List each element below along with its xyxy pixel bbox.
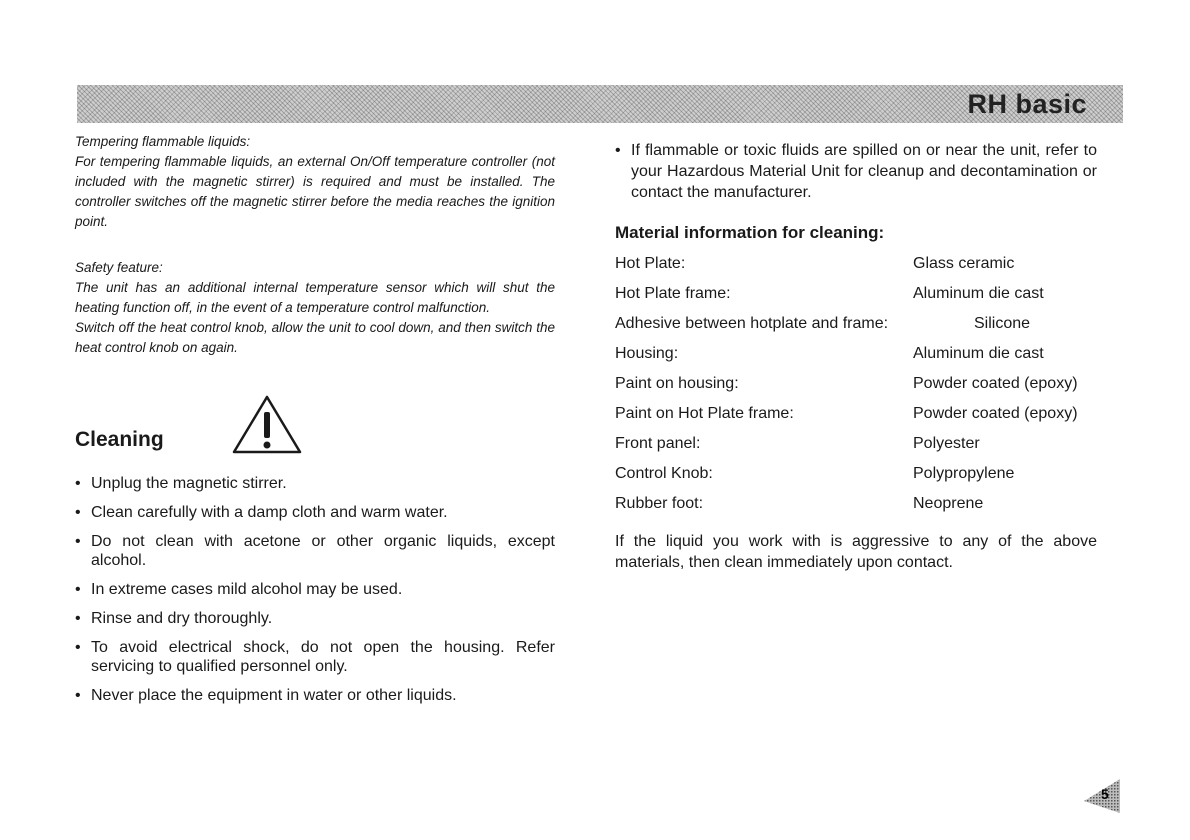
material-value: Silicone xyxy=(974,315,1031,332)
material-value: Aluminum die cast xyxy=(913,345,1044,362)
safety-heading: Safety feature: xyxy=(75,260,163,275)
material-label: Control Knob: xyxy=(615,465,713,482)
cleaning-title: Cleaning xyxy=(75,428,164,451)
materials-table xyxy=(615,249,1097,519)
material-value: Powder coated (epoxy) xyxy=(913,405,1078,422)
tempering-heading: Tempering flammable liquids: xyxy=(75,134,251,149)
materials-heading: Material information for cleaning: xyxy=(615,223,885,242)
right-column xyxy=(615,140,1097,573)
material-label: Rubber foot: xyxy=(615,495,704,512)
warning-triangle-icon xyxy=(231,394,303,456)
safety-body-2: Switch off the heat control knob, allow the unit to cool down, and then switch the heat control knob on again. xyxy=(75,320,555,355)
tempering-body: For tempering flammable liquids, an external On/Off temperature controller (not included with the magnetic stirrer) is required and must be installed. The controller switches off the magnetic stirrer before the media reaches the ignition point. xyxy=(75,154,555,229)
material-label: Hot Plate frame: xyxy=(615,285,731,302)
spill-note-list xyxy=(615,140,1097,203)
material-label: Housing: xyxy=(615,345,679,362)
table-row xyxy=(615,459,1097,489)
table-row xyxy=(615,249,1097,279)
list-item: • Never place the equipment in water or other liquids. xyxy=(75,686,555,705)
table-row xyxy=(615,339,1097,369)
material-label: Hot Plate: xyxy=(615,255,686,272)
list-item: • Clean carefully with a damp cloth and warm water. xyxy=(75,503,555,522)
table-row xyxy=(615,489,1097,519)
header-bar xyxy=(77,85,1123,123)
list-item: • Do not clean with acetone or other organic liquids, except alcohol. xyxy=(75,532,555,570)
table-row xyxy=(615,369,1097,399)
table-row xyxy=(615,309,1097,339)
list-item: • To avoid electrical shock, do not open the housing. Refer servicing to qualified personnel only. xyxy=(75,638,555,676)
table-row xyxy=(615,399,1097,429)
left-column xyxy=(75,132,555,704)
material-value: Polyester xyxy=(913,435,980,452)
list-item: • Rinse and dry thoroughly. xyxy=(75,609,555,628)
safety-body: The unit has an additional internal temperature sensor which will shut the heating function off, in the event of a temperature control malfunction. xyxy=(75,280,555,315)
material-label: Paint on housing: xyxy=(615,375,739,392)
list-item: • Unplug the magnetic stirrer. xyxy=(75,474,555,493)
material-value: Neoprene xyxy=(913,495,984,512)
material-value: Powder coated (epoxy) xyxy=(913,375,1078,392)
closing-note: If the liquid you work with is aggressive to any of the above materials, then clean immediately upon contact. xyxy=(615,533,1097,571)
spill-note: • If flammable or toxic fluids are spilled on or near the unit, refer to your Hazardous Material Unit for cleanup and decontamination or contact the manufacturer. xyxy=(615,140,1097,203)
cleaning-header xyxy=(75,394,555,454)
tempering-section xyxy=(75,132,555,232)
list-item: • In extreme cases mild alcohol may be used. xyxy=(75,580,555,599)
table-row xyxy=(615,429,1097,459)
material-label: Paint on Hot Plate frame: xyxy=(615,405,794,422)
page-number: 5 xyxy=(1101,786,1109,802)
material-label: Front panel: xyxy=(615,435,701,452)
material-value: Polypropylene xyxy=(913,465,1015,482)
material-label: Adhesive between hotplate and frame: xyxy=(615,315,889,332)
cleaning-bullet-list xyxy=(75,474,555,715)
material-value: Glass ceramic xyxy=(913,255,1015,272)
header-brand: RH basic xyxy=(967,89,1087,119)
safety-section xyxy=(75,258,555,358)
table-row xyxy=(615,279,1097,309)
material-value: Aluminum die cast xyxy=(913,285,1044,302)
